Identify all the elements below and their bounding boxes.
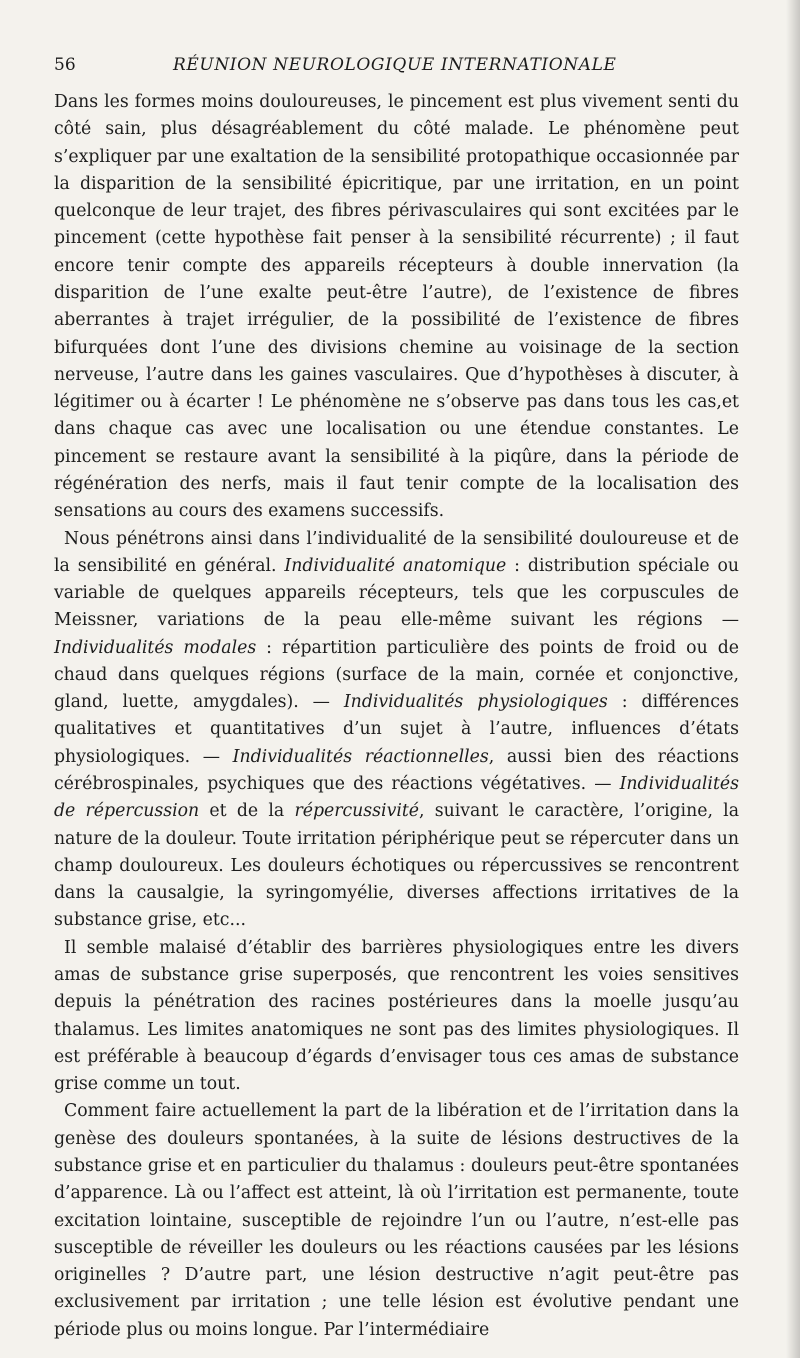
paragraph-2 [54, 526, 739, 935]
paragraph-2-text-5: , aussi bien des réactions cérébrospinales, psychiques que des réactions végétatives. — [54, 746, 739, 795]
page-number: 56 [54, 55, 76, 75]
paragraph-2-text-7: , suivant le caractère, l’origine, la nature de la douleur. Toute irritation périphérique peut se répercuter dans un champ douloureux. Les douleurs échotiques ou répercussives se rencontrent dans la causalgie, la syringomyélie, diverses affections irritatives de la substance grise, etc... [54, 801, 740, 931]
paragraph-2-text-3: : répartition particulière des points de froid ou de chaud dans quelques régions (surface de la main, cornée et conjonctive, gland, luette, amygdales). — [54, 637, 739, 713]
page-edge-shadow [786, 0, 800, 1358]
paragraph-4 [54, 1098, 739, 1344]
body-text [54, 89, 739, 1344]
term-repercussivite: répercussivité [294, 801, 420, 822]
paragraph-1-text: Dans les formes moins douloureuses, le pincement est plus vivement senti du côté sain, plus désagréablement du côté malade. Le phénomène peut s’expliquer par une exaltation de la sensibilité protopathique occasionnée par la disparition de la sensibilité épicritique, par une irritation, en un point quelconque de leur trajet, des fibres périvasculaires qui sont excitées par le pincement (cette hypothèse fait penser à la sensibilité récurrente) ; il faut encore tenir compte des appareils récepteurs à double innervation (la disparition de l’une exalte peut-être l’autre), de l’existence de fibres aberrantes à trajet irrégulier, de la possibilité de l’existence de fibres bifurquées dont l’une des divisions chemine au voisinage de la section nerveuse, l’autre dans les gaines vasculaires. Que d’hypothèses à discuter, à légitimer ou à écarter ! Le phénomène ne s’observe pas dans tous les cas,et dans chaque cas avec une localisation ou une étendue constantes. Le pincement se restaure avant la sensibilité à la piqûre, dans la période de régénération des nerfs, mais il faut tenir compte de la localisation des sensations au cours des examens successifs. [54, 92, 739, 522]
term-individualites-reactionnelles: Individualités réactionnelles [232, 746, 489, 767]
paragraph-3-text: Il semble malaisé d’établir des barrières physiologiques entre les divers amas de substance grise superposés, que rencontrent les voies sensitives depuis la pénétration des racines postérieures dans la moelle jusqu’au thalamus. Les limites anatomiques ne sont pas des limites physiologiques. Il est préférable à beaucoup d’égards d’envisager tous ces amas de substance grise comme un tout. [54, 937, 739, 1095]
term-individualites-de-repercussion: Individualités de répercussion [54, 774, 739, 822]
paragraph-2-text-6: et de la [199, 801, 295, 822]
paragraph-2-text-4: : différences qualitatives et quantitatives d’un sujet à l’autre, influences d’états physiologiques. — [54, 692, 739, 767]
term-individualites-physiologiques: Individualités physiologiques [343, 692, 608, 713]
paragraph-3 [54, 935, 739, 1099]
paragraph-2-text-1: Nous pénétrons ainsi dans l’individualité de la sensibilité douloureuse et de la sensibilité en général. [54, 528, 739, 576]
page-header [54, 55, 744, 81]
paragraph-2-text-2: : distribution spéciale ou variable de quelques appareils récepteurs, tels que les corpuscules de Meissner, variations de la peau elle-même suivant les régions — [54, 555, 740, 631]
term-individualite-anatomique: Individualité anatomique [284, 555, 507, 576]
term-individualites-modales: Individualités modales [54, 637, 257, 658]
paragraph-4-text: Comment faire actuellement la part de la libération et de l’irritation dans la genèse des douleurs spontanées, à la suite de lésions destructives de la substance grise et en particulier du thalamus : douleurs peut-être spontanées d’apparence. Là ou l’affect est atteint, là où l’irritation est permanente, toute excitation lointaine, susceptible de rejoindre l’un ou l’autre, n’est-elle pas susceptible de réveiller les douleurs ou les réactions causées par les lésions originelles ? D’autre part, une lésion destructive n’agit peut-être pas exclusivement par irritation ; une telle lésion est évolutive pendant une période plus ou moins longue. Par l’intermédiaire [54, 1101, 739, 1340]
paragraph-1 [54, 89, 739, 526]
running-title: RÉUNION NEUROLOGIQUE INTERNATIONALE [173, 55, 617, 75]
